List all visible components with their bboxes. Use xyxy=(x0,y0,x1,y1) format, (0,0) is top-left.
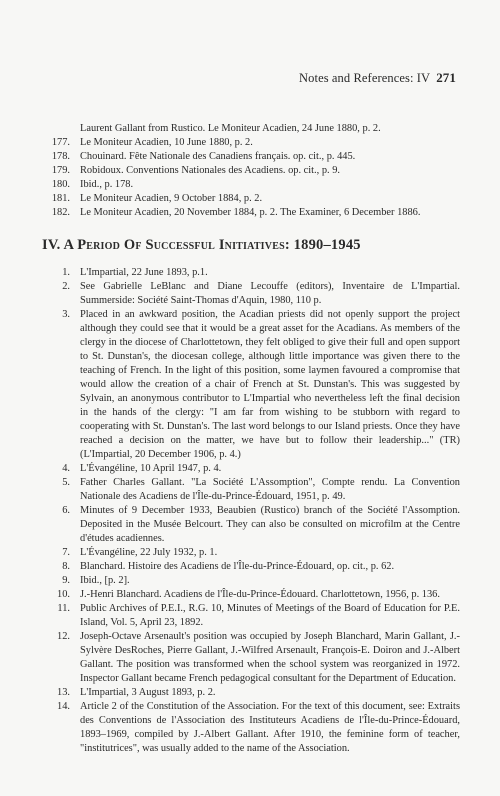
note-number: 8. xyxy=(62,561,70,572)
note-item xyxy=(40,574,460,588)
note-number: 12. xyxy=(57,631,70,642)
note-number: 179. xyxy=(51,165,70,176)
top-notes-list xyxy=(40,122,460,220)
note-item xyxy=(40,504,460,546)
note-text: Le Moniteur Acadien, 20 November 1884, p. 2. The Examiner, 6 December 1886. xyxy=(80,207,421,218)
note-item xyxy=(40,588,460,602)
note-item xyxy=(40,122,460,136)
note-number: 178. xyxy=(51,151,70,162)
note-item xyxy=(40,150,460,164)
note-text: Article 2 of the Constitution of the Association. For the text of this document, see: Extraits des Conventions de l'Association des Instituteurs Acadiens de l'Île-du-Prince-Édouard, 1893–1969, compiled by J.-Albert Gallant. After 1910, the feminine form of teacher, "institutrices", was usually added to the name of the Association. xyxy=(80,701,460,754)
running-header xyxy=(299,70,456,86)
note-text: Laurent Gallant from Rustico. Le Moniteur Acadien, 24 June 1880, p. 2. xyxy=(80,123,381,134)
note-number: 5. xyxy=(62,477,70,488)
note-text: Joseph-Octave Arsenault's position was occupied by Joseph Blanchard, Marin Gallant, J.-Sylvère DesRoches, Pierre Gallant, J.-Wilfred Arsenault, François-E. Doiron and J.-Albert Gallant. The position was transformed when the school system was reorganized in 1972. Inspector Gallant became French pedagogical consultant for the Department of Education. xyxy=(80,631,460,684)
note-number: 9. xyxy=(62,575,70,586)
note-item xyxy=(40,476,460,504)
note-number: 177. xyxy=(51,137,70,148)
page-number: 271 xyxy=(436,70,456,85)
note-item xyxy=(40,164,460,178)
note-item xyxy=(40,602,460,630)
note-item xyxy=(40,560,460,574)
note-number: 6. xyxy=(62,505,70,516)
note-text: Le Moniteur Acadien, 10 June 1880, p. 2. xyxy=(80,137,253,148)
note-item xyxy=(40,546,460,560)
note-number: 10. xyxy=(57,589,70,600)
note-item xyxy=(40,280,460,308)
note-item xyxy=(40,206,460,220)
note-text: L'Évangéline, 22 July 1932, p. 1. xyxy=(80,547,218,558)
note-item xyxy=(40,462,460,476)
note-item xyxy=(40,308,460,462)
note-text: Ibid., [p. 2]. xyxy=(80,575,130,586)
note-item xyxy=(40,700,460,756)
note-number: 7. xyxy=(62,547,70,558)
running-title: Notes and References: IV xyxy=(299,71,431,85)
note-item xyxy=(40,266,460,280)
note-number: 1. xyxy=(62,267,70,278)
note-text: L'Évangéline, 10 April 1947, p. 4. xyxy=(80,463,222,474)
note-number: 4. xyxy=(62,463,70,474)
note-text: Robidoux. Conventions Nationales des Acadiens. op. cit., p. 9. xyxy=(80,165,341,176)
section-notes-list xyxy=(40,266,460,756)
note-item xyxy=(40,630,460,686)
note-number: 3. xyxy=(62,309,70,320)
note-item xyxy=(40,686,460,700)
note-text: L'Impartial, 3 August 1893, p. 2. xyxy=(80,687,216,698)
note-item xyxy=(40,192,460,206)
note-text: Minutes of 9 December 1933, Beaubien (Rustico) branch of the Société l'Assomption. Deposited in the Musée Belcourt. They can also be consulted on microfilm at the Centre d'études acadiennes. xyxy=(80,505,460,544)
note-item xyxy=(40,136,460,150)
note-number: 180. xyxy=(51,179,70,190)
note-text: J.-Henri Blanchard. Acadiens de l'Île-du-Prince-Édouard. Charlottetown, 1956, p. 136. xyxy=(80,589,440,600)
note-number: 2. xyxy=(62,281,70,292)
note-text: Ibid., p. 178. xyxy=(80,179,134,190)
note-number: 13. xyxy=(57,687,70,698)
note-number: 11. xyxy=(57,603,70,614)
note-text: Blanchard. Histoire des Acadiens de l'Île-du-Prince-Édouard, op. cit., p. 62. xyxy=(80,561,395,572)
note-text: Le Moniteur Acadien, 9 October 1884, p. 2. xyxy=(80,193,263,204)
section-heading: IV. A Period Of Successful Initiatives: 1890–1945 xyxy=(42,237,361,253)
note-number: 182. xyxy=(51,207,70,218)
note-text: Placed in an awkward position, the Acadian priests did not openly support the project although they could see that it would be a great asset for the Acadians. As members of the clergy in the diocese of Charlottetown, they felt obliged to give their full and open support to St. Dunstan's, the diocesan college, although little importance was given there to the teaching of French. In the light of this position, some laymen favoured a compromise that would allow the creation of a chair of French at St. Dunstan's. This was suggested by Sylvain, an anonymous contributor to L'Impartial who nevertheless left the final decision in the hands of the clergy: "I am far from wishing to be stubborn with regard to cooperating with St. Dunstan's. The last word belongs to our Island priests. Once they have reached a decision on the matter, we have but to follow their leadership..." (TR) (L'Impartial, 20 December 1906, p. 4.) xyxy=(80,309,460,460)
note-number: 14. xyxy=(57,701,70,712)
note-text: Public Archives of P.E.I., R.G. 10, Minutes of Meetings of the Board of Education for P.E. Island, Vol. 5, April 23, 1892. xyxy=(80,603,460,628)
note-text: Chouinard. Fête Nationale des Canadiens français. op. cit., p. 445. xyxy=(80,151,356,162)
note-text: See Gabrielle LeBlanc and Diane Lecouffe (editors), Inventaire de L'Impartial. Summerside: Société Saint-Thomas d'Aquin, 1980, 110 p. xyxy=(80,281,460,306)
note-item xyxy=(40,178,460,192)
note-text: Father Charles Gallant. "La Société L'Assomption", Compte rendu. La Convention Nationale des Acadiens de l'Île-du-Prince-Édouard, 1951, p. 49. xyxy=(80,477,460,502)
note-number: 181. xyxy=(51,193,70,204)
note-text: L'Impartial, 22 June 1893, p.1. xyxy=(80,267,208,278)
